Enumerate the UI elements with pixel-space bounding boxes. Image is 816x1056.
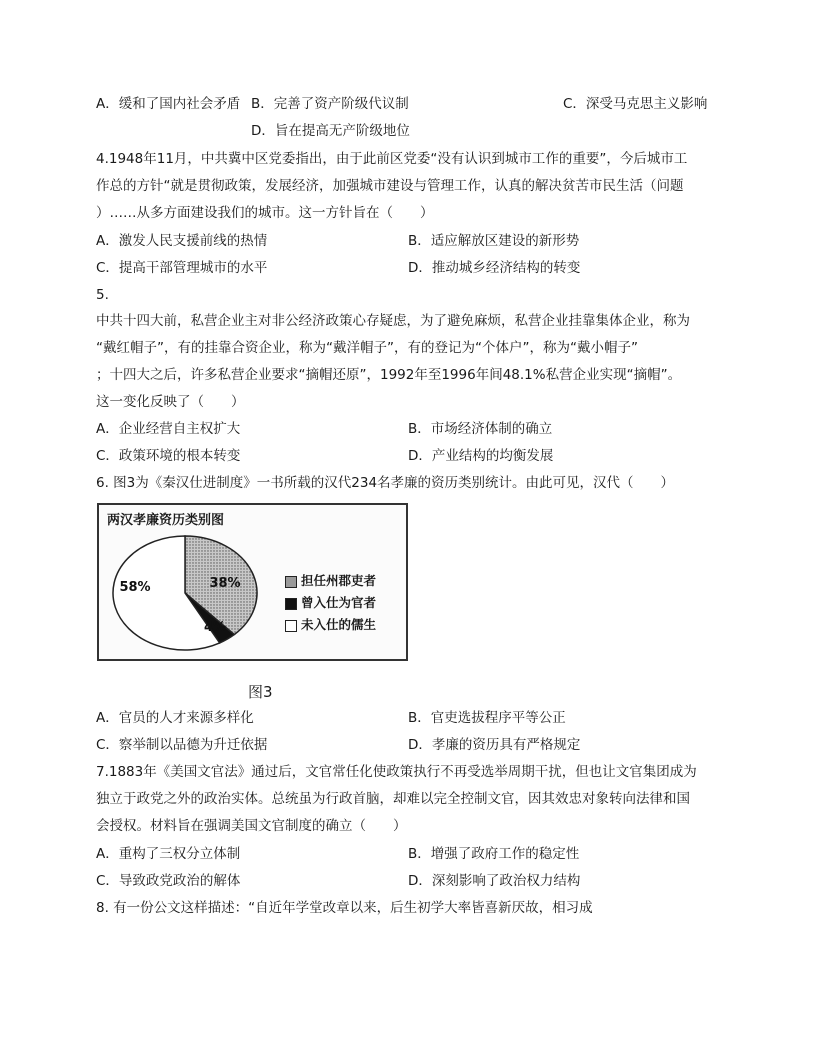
q6-option-a: A．官员的人才来源多样化 bbox=[96, 710, 254, 726]
q5-option-d: D．产业结构的均衡发展 bbox=[408, 448, 554, 464]
legend-label-3: 未入仕的儒生 bbox=[301, 617, 377, 632]
q7-stem-line-3: 会授权。材料旨在强调美国文官制度的确立（ ） bbox=[96, 818, 407, 834]
q7-option-c: C．导致政党政治的解体 bbox=[96, 873, 241, 889]
legend-item-2 bbox=[285, 593, 376, 611]
q5-option-a: A．企业经营自主权扩大 bbox=[96, 421, 241, 437]
q4-option-d: D．推动城乡经济结构的转变 bbox=[408, 260, 581, 276]
q4-stem-line-2: 作总的方针“就是贯彻政策，发展经济，加强城市建设与管理工作，认真的解决贫苦市民生活（问题 bbox=[96, 178, 684, 194]
legend-swatch-1 bbox=[285, 576, 297, 588]
pie-chart-figure bbox=[97, 503, 408, 661]
figure-caption: 图3 bbox=[248, 683, 273, 701]
chart-title: 两汉孝廉资历类别图 bbox=[107, 513, 225, 528]
pie-label-3: 58% bbox=[119, 580, 151, 595]
q4-stem-line-1: 4.1948年11月，中共冀中区党委指出，由于此前区党委“没有认识到城市工作的重要”，今后城市工 bbox=[96, 151, 688, 167]
q6-option-d: D．孝廉的资历具有严格规定 bbox=[408, 737, 581, 753]
q7-stem-line-2: 独立于政党之外的政治实体。总统虽为行政首脑，却难以完全控制文官，因其效忠对象转向法律和国 bbox=[96, 791, 690, 807]
q4-option-c: C．提高干部管理城市的水平 bbox=[96, 260, 268, 276]
q7-option-b: B．增强了政府工作的稳定性 bbox=[408, 846, 580, 862]
q6-option-b: B．官吏选拔程序平等公正 bbox=[408, 710, 566, 726]
legend-swatch-2 bbox=[285, 598, 297, 610]
q6-stem: 6. 图3为《秦汉仕进制度》一书所载的汉代234名孝廉的资历类别统计。由此可见，汉代（ ） bbox=[96, 475, 675, 491]
q6-option-c: C．察举制以品德为升迁依据 bbox=[96, 737, 268, 753]
pie-label-1: 38% bbox=[209, 576, 241, 591]
q3-option-c: C．深受马克思主义影响 bbox=[563, 96, 708, 112]
q5-stem-line-1: 中共十四大前，私营企业主对非公经济政策心存疑虑，为了避免麻烦，私营企业挂靠集体企业，称为 bbox=[96, 313, 690, 329]
q5-option-c: C．政策环境的根本转变 bbox=[96, 448, 241, 464]
q3-option-b: B．完善了资产阶级代议制 bbox=[251, 96, 409, 112]
q8-stem-line-1: 8. 有一份公文这样描述：“自近年学堂改章以来，后生初学大率皆喜新厌故，相习成 bbox=[96, 900, 593, 916]
q3-option-a: A．缓和了国内社会矛盾 bbox=[96, 96, 241, 112]
q5-number: 5. bbox=[96, 287, 109, 303]
q7-option-a: A．重构了三权分立体制 bbox=[96, 846, 241, 862]
q5-stem-line-3: ；十四大之后，许多私营企业要求“摘帽还原”，1992年至1996年间48.1%私营企业实现“摘帽”。 bbox=[96, 367, 682, 383]
legend-label-1: 担任州郡吏者 bbox=[301, 573, 377, 588]
q5-stem-line-4: 这一变化反映了（ ） bbox=[96, 394, 245, 410]
q5-option-b: B．市场经济体制的确立 bbox=[408, 421, 553, 437]
legend-swatch-3 bbox=[285, 620, 297, 632]
q7-option-d: D．深刻影响了政治权力结构 bbox=[408, 873, 581, 889]
q4-option-b: B．适应解放区建设的新形势 bbox=[408, 233, 580, 249]
q3-option-d: D．旨在提高无产阶级地位 bbox=[251, 123, 410, 139]
q7-stem-line-1: 7.1883年《美国文官法》通过后，文官常任化使政策执行不再受选举周期干扰，但也让文官集团成为 bbox=[96, 764, 697, 780]
legend-item-3 bbox=[285, 615, 376, 633]
legend-item-1 bbox=[285, 571, 376, 589]
pie-label-2: 4% bbox=[203, 620, 227, 635]
q4-option-a: A．激发人民支援前线的热情 bbox=[96, 233, 268, 249]
legend-label-2: 曾入仕为官者 bbox=[301, 595, 377, 610]
q5-stem-line-2: “戴红帽子”，有的挂靠合资企业，称为“戴洋帽子”，有的登记为“个体户”，称为“戴小帽子” bbox=[96, 340, 638, 356]
q4-stem-line-3: ）……从多方面建设我们的城市。这一方针旨在（ ） bbox=[96, 205, 434, 221]
